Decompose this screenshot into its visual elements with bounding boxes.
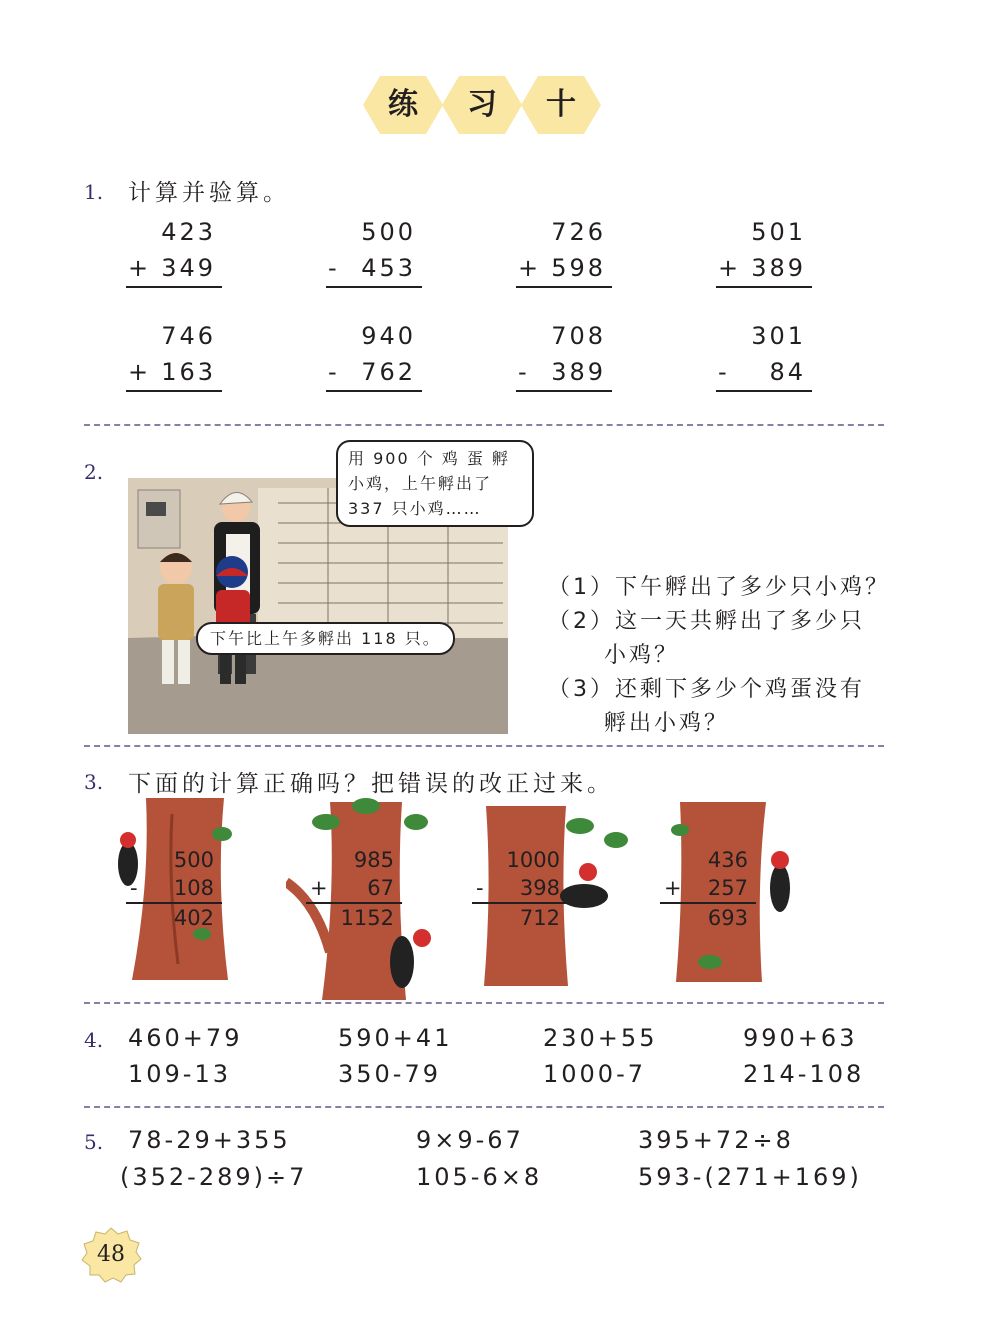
divider-3 (84, 1002, 884, 1004)
q1-number: 1. (84, 180, 104, 204)
q5-expr-3: 395+72÷8 (638, 1126, 794, 1154)
q1-calc-4: 501 + 389 (716, 214, 812, 288)
q1-text: 计算并验算。 (128, 180, 290, 206)
divider-2 (84, 745, 884, 747)
tree-calc-3: 1000 - 398 712 (472, 846, 568, 932)
bubble-woman: 用 900 个 鸡 蛋 孵 小鸡，上午孵出了 337 只小鸡…… (336, 440, 534, 527)
q4-expr-4: 990+63 (743, 1024, 858, 1052)
divider-4 (84, 1106, 884, 1108)
q2-sub-3: （3）还剩下多少个鸡蛋没有 (548, 677, 866, 702)
bubble-children: 下午比上午多孵出 118 只。 (196, 622, 455, 655)
q5-expr-5: 105-6×8 (416, 1163, 543, 1191)
q5-expr-1: 78-29+355 (128, 1126, 291, 1154)
q1-calc-7: 708 - 389 (516, 318, 612, 392)
q4-expr-7: 1000-7 (543, 1060, 647, 1088)
q4-expr-6: 350-79 (338, 1060, 442, 1088)
divider-1 (84, 424, 884, 426)
q2-sub-2: （2）这一天共孵出了多少只 (548, 609, 866, 634)
page-number-badge (80, 1226, 142, 1284)
q1-calc-5: 746 + 163 (126, 318, 222, 392)
q5-number: 5. (84, 1130, 104, 1154)
q4-expr-3: 230+55 (543, 1024, 658, 1052)
q1-calc-8: 301 - 84 (716, 318, 812, 392)
q3-number: 3. (84, 770, 104, 794)
q5-expr-2: 9×9-67 (416, 1126, 524, 1154)
title-char-3: 十 (520, 74, 602, 136)
tree-calc-1: 500 - 108 402 (126, 846, 222, 932)
title-char-2: 习 (441, 74, 523, 136)
q1-calc-6: 940 - 762 (326, 318, 422, 392)
q2-number: 2. (84, 460, 104, 484)
q4-number: 4. (84, 1028, 104, 1052)
q4-expr-2: 590+41 (338, 1024, 453, 1052)
q4-expr-8: 214-108 (743, 1060, 865, 1088)
q4-expr-5: 109-13 (128, 1060, 232, 1088)
q1-calc-2: 500 - 453 (326, 214, 422, 288)
q2-sub-2-cont: 小鸡？ (604, 643, 680, 668)
q4-expr-1: 460+79 (128, 1024, 243, 1052)
q1-calc-3: 726 + 598 (516, 214, 612, 288)
tree-calc-2: 985 + 67 1152 (306, 846, 402, 932)
page-number: 48 (97, 1242, 125, 1267)
q1-calc-1: 423 + 349 (126, 214, 222, 288)
woodpecker-4 (770, 851, 790, 912)
q2-sub-1: （1）下午孵出了多少只小鸡？ (548, 575, 891, 600)
title-char-1: 练 (362, 74, 444, 136)
q2-sub-3-cont: 孵出小鸡？ (604, 711, 730, 736)
tree-calc-4: 436 + 257 693 (660, 846, 756, 932)
q3-text: 下面的计算正确吗？把错误的改正过来。 (128, 771, 614, 797)
q5-expr-4: (352-289)÷7 (120, 1163, 308, 1191)
q5-expr-6: 593-(271+169) (638, 1163, 862, 1191)
